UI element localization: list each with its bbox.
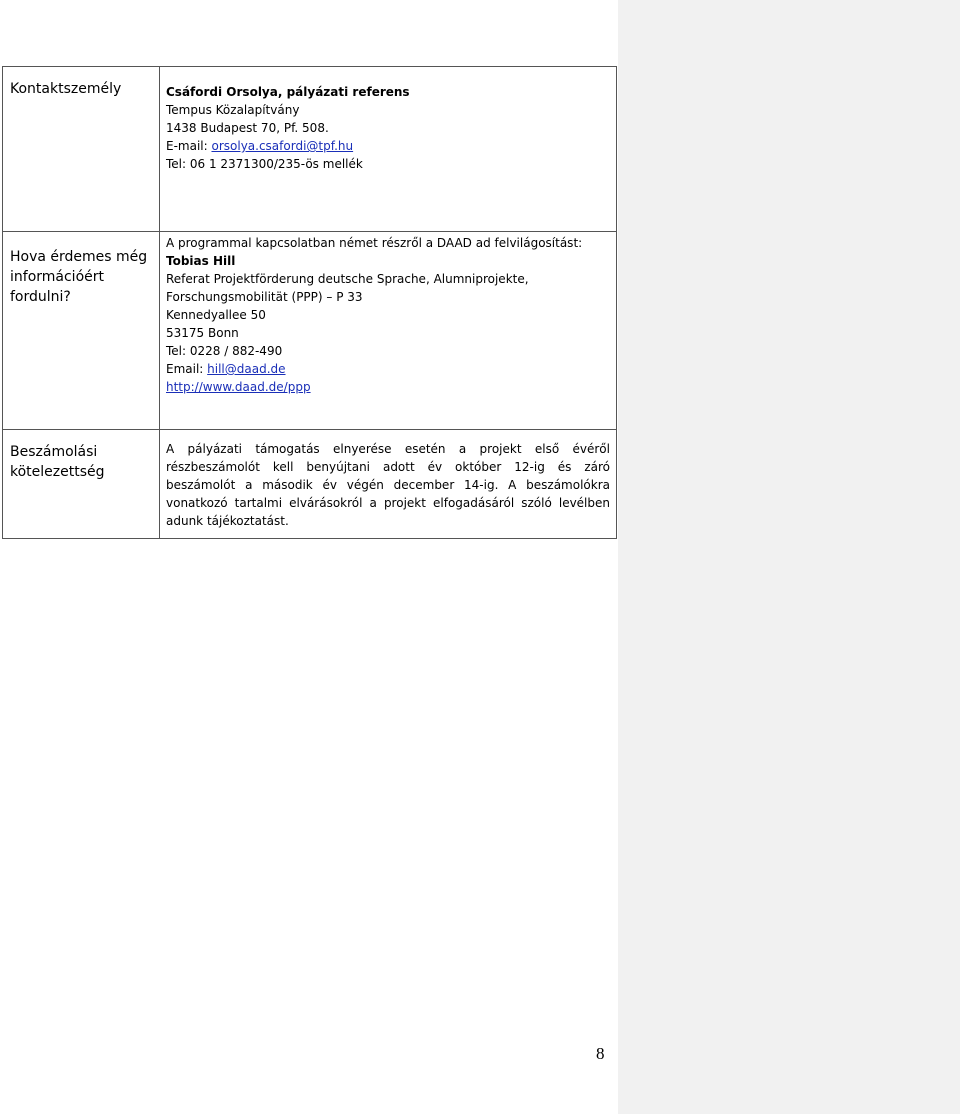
contact-name: Csáfordi Orsolya, pályázati referens: [166, 85, 410, 99]
report-details: [160, 430, 617, 539]
info-email-line: [166, 360, 610, 378]
info-url-link[interactable]: http://www.daad.de/ppp: [166, 380, 311, 394]
contact-email-link[interactable]: orsolya.csafordi@tpf.hu: [211, 139, 354, 153]
info-intro: A programmal kapcsolatban német részről a DAAD ad felvilágosítást:: [166, 236, 583, 250]
info-table: [2, 66, 617, 539]
contact-phone: Tel: 06 1 2371300/235-ös mellék: [166, 157, 363, 171]
contact-details: [160, 67, 617, 232]
info-dept: Referat Projektförderung deutsche Sprache, Alumniprojekte,: [166, 272, 529, 286]
info-street: Kennedyallee 50: [166, 308, 266, 322]
contact-address: 1438 Budapest 70, Pf. 508.: [166, 121, 329, 135]
info-phone: Tel: 0228 / 882-490: [166, 344, 283, 358]
row-label-contact: Kontaktszemély: [3, 67, 160, 232]
info-name: Tobias Hill: [166, 254, 236, 268]
info-dept-2: Forschungsmobilität (PPP) – P 33: [166, 290, 363, 304]
info-email-link[interactable]: hill@daad.de: [207, 362, 286, 376]
row-label-info: Hova érdemes még információért fordulni?: [3, 232, 160, 430]
comment-margin-panel: [618, 0, 960, 1114]
report-text: A pályázati támogatás elnyerése esetén a projekt első évéről részbeszámolót kell benyújtani adott év október 12-ig és záró beszámolót a második év végén december 14-ig. A beszámolókra vonatkozó tartalmi elvárásokról a projekt elfogadásáról szóló levélben adunk tájékoztatást.: [166, 442, 610, 528]
table-row-info: [3, 232, 617, 430]
contact-org: Tempus Közalapítvány: [166, 103, 300, 117]
page-number: 8: [596, 1044, 605, 1063]
info-city: 53175 Bonn: [166, 326, 239, 340]
row-label-report: Beszámolási kötelezettség: [3, 430, 160, 539]
table-row-contact: [3, 67, 617, 232]
info-details: [160, 232, 617, 430]
contact-email-prefix: E-mail:: [166, 139, 212, 153]
contact-email-line: [166, 137, 610, 155]
info-email-prefix: Email:: [166, 362, 208, 376]
table-row-report: [3, 430, 617, 539]
